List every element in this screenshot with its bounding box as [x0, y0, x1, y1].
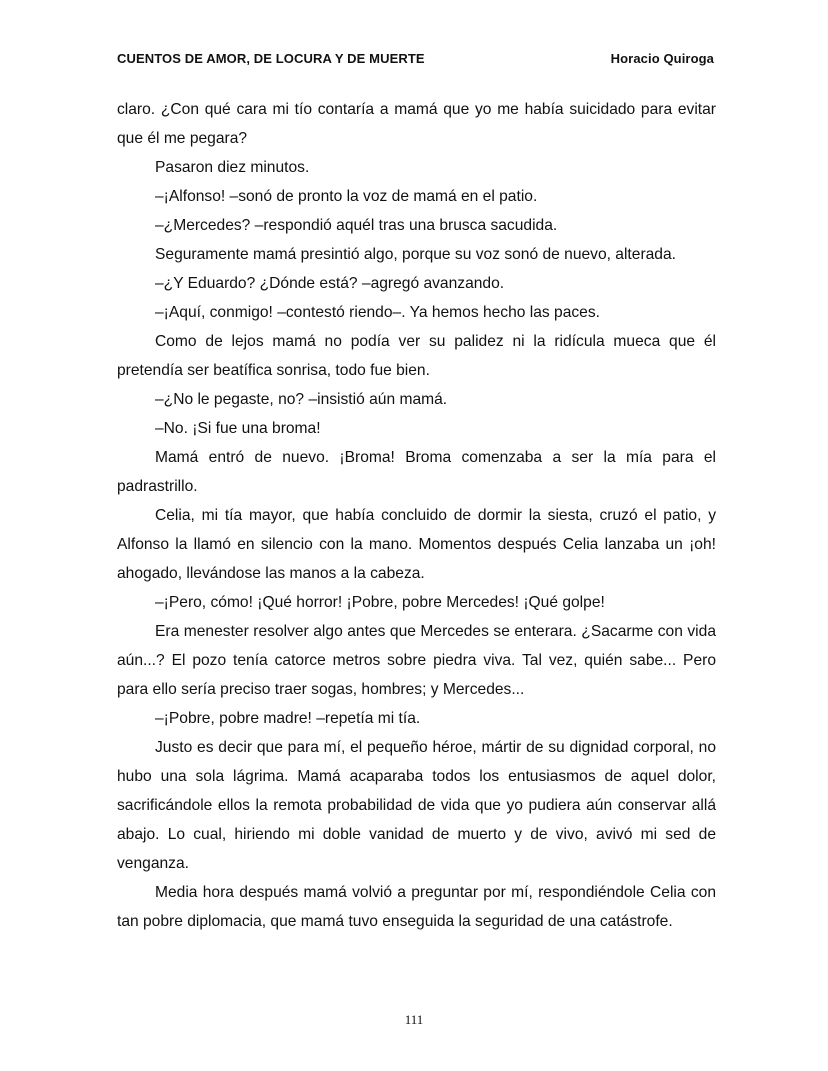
- paragraph: Celia, mi tía mayor, que había concluido de dormir la siesta, cruzó el patio, y Alfonso la llamó en silencio con la mano. Momentos después Celia lanzaba un ¡oh! ahogado, llevándose las manos a la cabeza.: [117, 507, 716, 582]
- body-text: [117, 95, 716, 936]
- paragraph: Media hora después mamá volvió a preguntar por mí, respondiéndole Celia con tan pobre diplomacia, que mamá tuvo enseguida la seguridad de una catástrofe.: [117, 884, 716, 930]
- paragraph: –No. ¡Si fue una broma!: [155, 420, 321, 437]
- book-title: CUENTOS DE AMOR, DE LOCURA Y DE MUERTE: [117, 50, 425, 66]
- paragraph: –¡Aquí, conmigo! –contestó riendo–. Ya hemos hecho las paces.: [155, 304, 600, 321]
- paragraph: Justo es decir que para mí, el pequeño héroe, mártir de su dignidad corporal, no hubo una sola lágrima. Mamá acaparaba todos los entusiasmos de aquel dolor, sacrificándole ellos la remota probabilidad de vida que yo pudiera aún conservar allá abajo. Lo cual, hiriendo mi doble vanidad de muerto y de vivo, avivó mi sed de venganza.: [117, 739, 716, 872]
- paragraph: Pasaron diez minutos.: [155, 159, 310, 176]
- page-number: 111: [404, 1012, 424, 1027]
- paragraph: –¿Mercedes? –respondió aquél tras una brusca sacudida.: [155, 217, 558, 234]
- paragraph: –¿No le pegaste, no? –insistió aún mamá.: [155, 391, 448, 408]
- paragraph: Seguramente mamá presintió algo, porque su voz sonó de nuevo, alterada.: [155, 246, 676, 263]
- paragraph: –¡Pobre, pobre madre! –repetía mi tía.: [155, 710, 421, 727]
- paragraph: –¡Pero, cómo! ¡Qué horror! ¡Pobre, pobre Mercedes! ¡Qué golpe!: [155, 594, 605, 611]
- paragraph: Era menester resolver algo antes que Mercedes se enterara. ¿Sacarme con vida aún...? El pozo tenía catorce metros sobre piedra viva. Tal vez, quién sabe... Pero para ello sería preciso traer sogas, hombres; y Mercedes...: [117, 623, 716, 698]
- author-name: Horacio Quiroga: [610, 50, 714, 66]
- page-header: [117, 49, 714, 67]
- paragraph: Como de lejos mamá no podía ver su palidez ni la ridícula mueca que él pretendía ser beatífica sonrisa, todo fue bien.: [117, 333, 716, 379]
- paragraph: –¡Alfonso! –sonó de pronto la voz de mamá en el patio.: [155, 188, 538, 205]
- paragraph: claro. ¿Con qué cara mi tío contaría a mamá que yo me había suicidado para evitar que él me pegara?: [117, 101, 716, 147]
- paragraph: Mamá entró de nuevo. ¡Broma! Broma comenzaba a ser la mía para el padrastrillo.: [117, 449, 716, 495]
- paragraph: –¿Y Eduardo? ¿Dónde está? –agregó avanzando.: [155, 275, 505, 292]
